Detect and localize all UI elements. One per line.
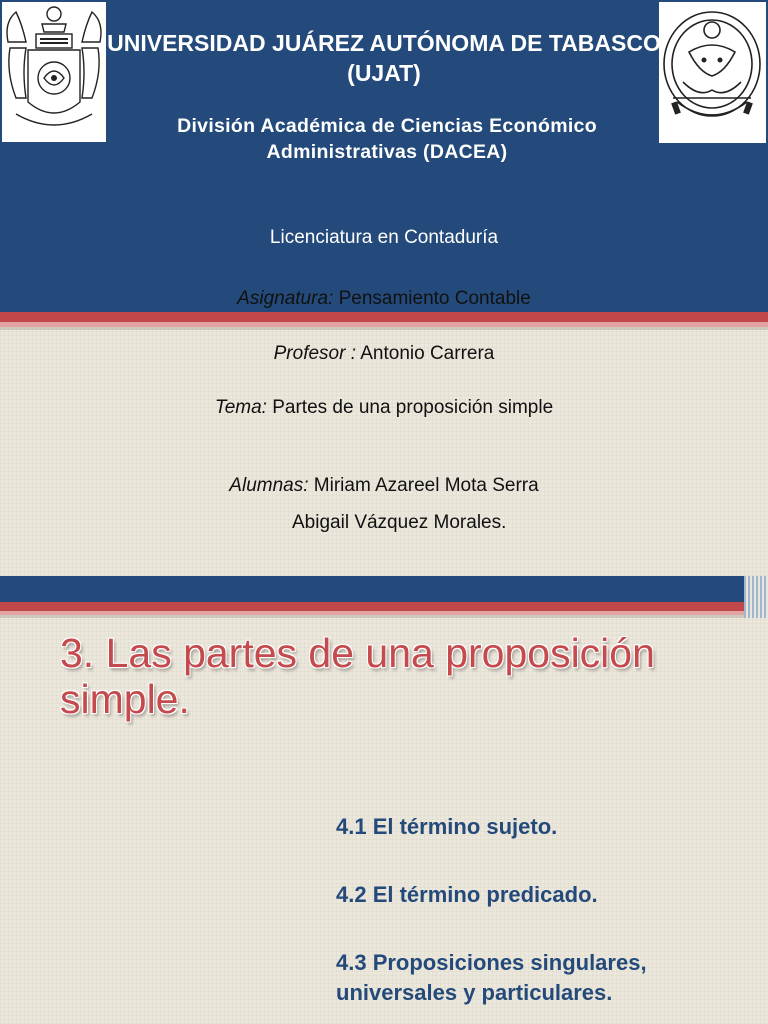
topic-item: 4.2 El término predicado. [336, 882, 598, 907]
slide2-blue-band [0, 576, 768, 602]
slide2-grey-stripe [0, 615, 768, 618]
slide1-red-stripe [0, 312, 768, 322]
alumna-2-name: Abigail Vázquez Morales. [292, 512, 507, 533]
tema-line [0, 397, 768, 419]
slide1-grey-stripe [0, 327, 768, 330]
asignatura-value: Pensamiento Contable [338, 288, 531, 309]
licenciatura-text: Licenciatura en Contaduría [269, 227, 499, 248]
alumna-1-name: Miriam Azareel Mota Serra [313, 475, 539, 496]
university-title: UNIVERSIDAD JUÁREZ AUTÓNOMA DE TABASCO (UJAT) [107, 30, 661, 86]
profesor-value: Antonio Carrera [360, 343, 495, 364]
profesor-label: Profesor : [273, 343, 356, 364]
alumnas-label: Alumnas: [229, 475, 309, 496]
division-title: División Académica de Ciencias Económico Administrativas (DACEA) [177, 115, 597, 163]
asignatura-label: Asignatura: [237, 288, 334, 309]
topic-item: 4.1 El término sujeto. [336, 814, 558, 839]
tema-value: Partes de una proposición simple [272, 397, 554, 418]
slide2-title: 3. Las partes de una proposición simple. [60, 630, 655, 722]
dacea-circular-seal-logo [659, 2, 766, 143]
profesor-line [0, 343, 768, 365]
asignatura-line [0, 288, 768, 310]
slide2-band-pattern [744, 576, 768, 618]
alumnas-line [0, 475, 768, 497]
topic-item: 4.3 Proposiciones singulares, universales y particulares. [336, 950, 647, 1005]
slide2-red-stripe [0, 602, 768, 611]
ujat-seal-logo [2, 2, 106, 142]
tema-label: Tema: [214, 397, 267, 418]
